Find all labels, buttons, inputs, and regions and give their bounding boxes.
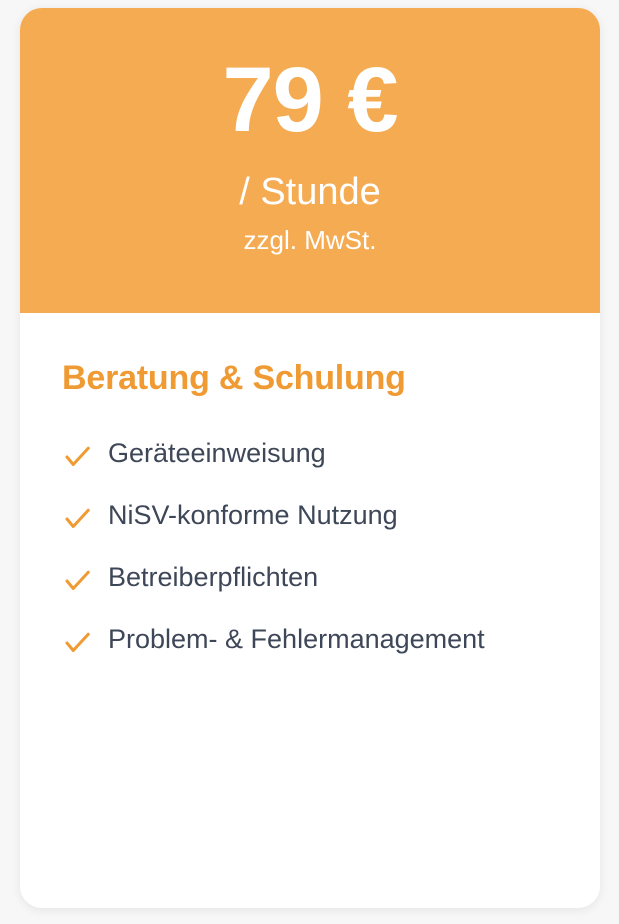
list-item (62, 436, 558, 472)
feature-label: Betreiberpflichten (108, 562, 319, 592)
feature-label: NiSV-konforme Nutzung (108, 500, 398, 530)
price-amount: 79 € (222, 49, 398, 151)
check-icon (62, 442, 92, 472)
check-icon (62, 628, 92, 658)
feature-label: Geräteeinweisung (108, 438, 326, 468)
pricing-card (20, 8, 600, 908)
feature-list (62, 436, 558, 658)
check-icon (62, 566, 92, 596)
price-unit: / Stunde (239, 171, 381, 213)
price-tax-note: zzgl. MwSt. (243, 224, 377, 255)
list-item (62, 560, 558, 596)
pricing-card-header (20, 8, 600, 313)
check-icon (62, 504, 92, 534)
list-item (62, 622, 558, 658)
feature-label: Problem- & Fehlermanagement (108, 624, 485, 654)
pricing-card-body (20, 313, 600, 908)
page-title: Beratung & Schulung (62, 359, 406, 397)
list-item (62, 498, 558, 534)
